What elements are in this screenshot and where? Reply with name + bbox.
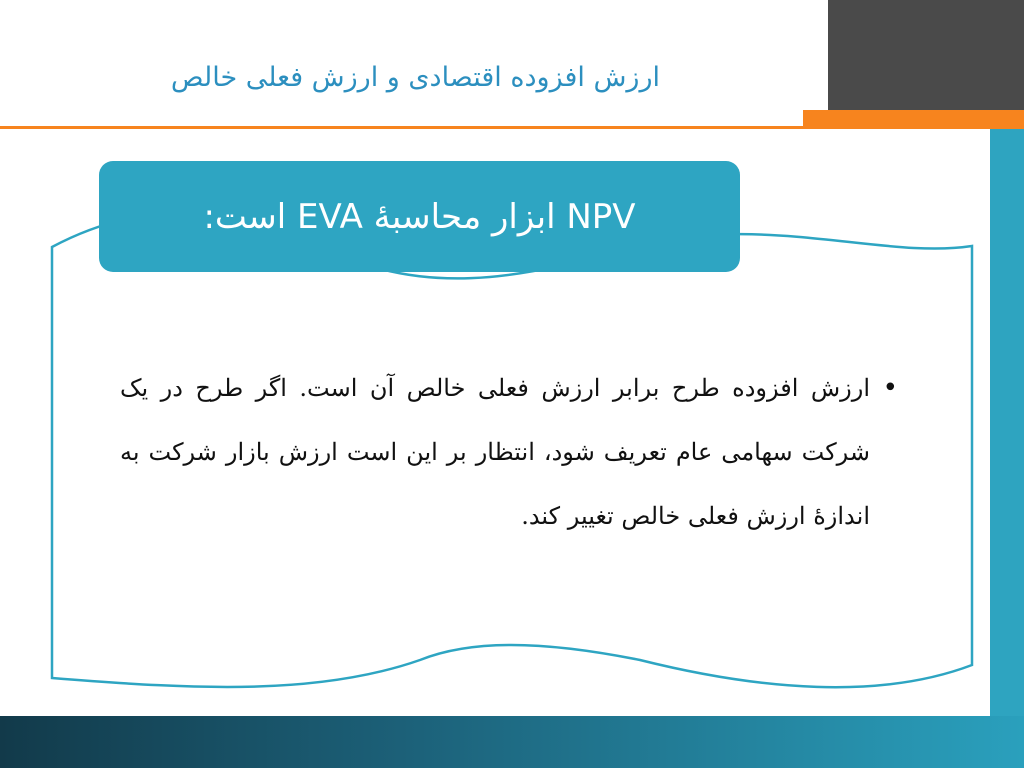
bullet-text: ارزش افزوده طرح برابر ارزش فعلی خالص آن است. اگر طرح در یک شرکت سهامی عام تعریف شود، انتظار بر این است ارزش بازار شرکت به اندازۀ ارزش فعلی خالص تغییر کند. [120,374,870,530]
header-text: NPV ابزار محاسبۀ EVA است: [203,196,636,237]
header-box [99,161,740,272]
bullet-item [120,356,900,548]
slide-title: ارزش افزوده اقتصادی و ارزش فعلی خالص [170,62,660,93]
bullet-list [120,356,900,548]
bullet-dot-icon: • [882,373,898,403]
